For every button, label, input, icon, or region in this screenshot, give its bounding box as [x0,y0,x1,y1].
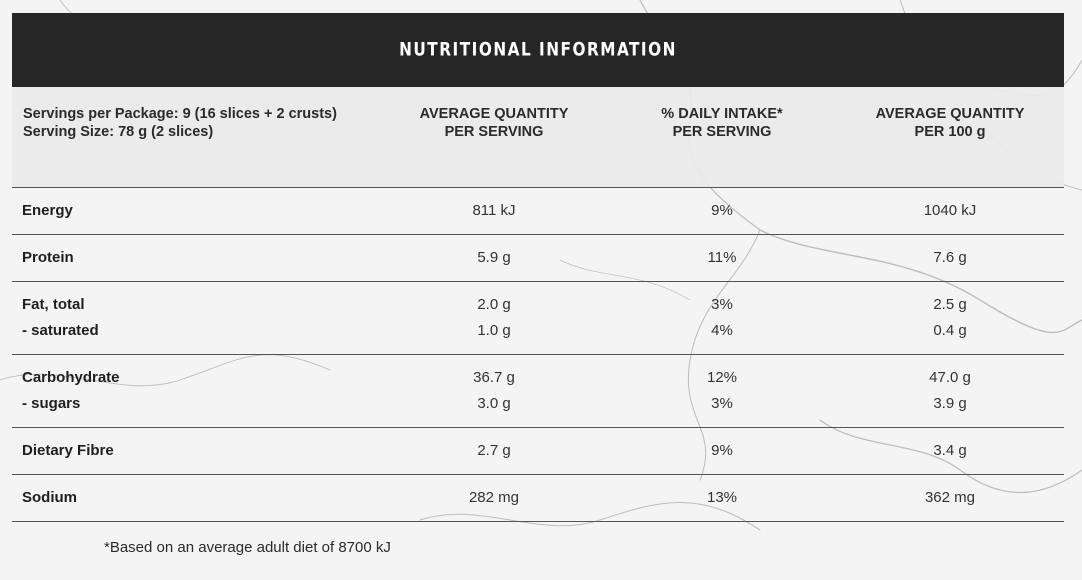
col-header-line: PER SERVING [672,124,772,140]
value-per-serving: 282 mg [468,489,520,506]
value-per-100g: 0.4 g [933,322,967,339]
row-sublabel: - saturated [22,322,99,339]
value-daily-intake: 3% [711,296,733,313]
col-header-line: AVERAGE QUANTITY [875,106,1025,122]
value-per-100g: 2.5 g [933,296,967,313]
value-per-serving: 811 kJ [472,202,516,219]
row-label: Sodium [22,489,77,506]
value-per-100g: 47.0 g [929,369,971,386]
value-daily-intake: 9% [711,442,733,459]
value-per-serving: 36.7 g [473,369,515,386]
table-row [12,235,1064,282]
row-label: Energy [22,202,73,219]
table-row [12,355,1064,428]
table-row [12,188,1064,235]
table-row [12,282,1064,355]
value-per-serving: 2.0 g [477,296,511,313]
serving-info [23,105,337,141]
value-per-serving: 2.7 g [477,442,511,459]
footnote: *Based on an average adult diet of 8700 kJ [104,539,391,556]
table-row [12,428,1064,475]
col-header-per-100g [840,105,1060,141]
value-daily-intake: 13% [706,489,738,506]
col-header-line: PER 100 g [914,124,986,140]
title-bar [12,13,1064,87]
value-per-100g: 7.6 g [933,249,967,266]
nutrition-panel [12,13,1064,522]
row-label: Dietary Fibre [22,442,114,459]
header-row [12,87,1064,188]
col-header-per-serving [384,105,604,141]
row-label: Protein [22,249,74,266]
value-per-serving: 3.0 g [477,395,511,412]
col-header-line: PER SERVING [444,124,544,140]
value-daily-intake: 12% [706,369,738,386]
col-header-line: % DAILY INTAKE* [661,106,783,122]
table-row [12,475,1064,522]
value-daily-intake: 4% [711,322,733,339]
col-header-daily-intake [612,105,832,141]
row-label: Fat, total [22,296,85,313]
panel-title: NUTRITIONAL INFORMATION [399,39,677,61]
value-per-100g: 3.9 g [933,395,967,412]
value-per-100g: 1040 kJ [923,202,977,219]
value-per-serving: 5.9 g [477,249,511,266]
value-daily-intake: 9% [711,202,733,219]
servings-per-package: Servings per Package: 9 (16 slices + 2 crusts) [23,106,337,122]
value-per-100g: 3.4 g [933,442,967,459]
col-header-line: AVERAGE QUANTITY [419,106,569,122]
value-daily-intake: 11% [707,249,737,266]
row-label: Carbohydrate [22,369,120,386]
serving-size: Serving Size: 78 g (2 slices) [23,124,214,140]
value-per-serving: 1.0 g [477,322,511,339]
value-per-100g: 362 mg [924,489,976,506]
value-daily-intake: 3% [711,395,733,412]
row-sublabel: - sugars [22,395,81,412]
